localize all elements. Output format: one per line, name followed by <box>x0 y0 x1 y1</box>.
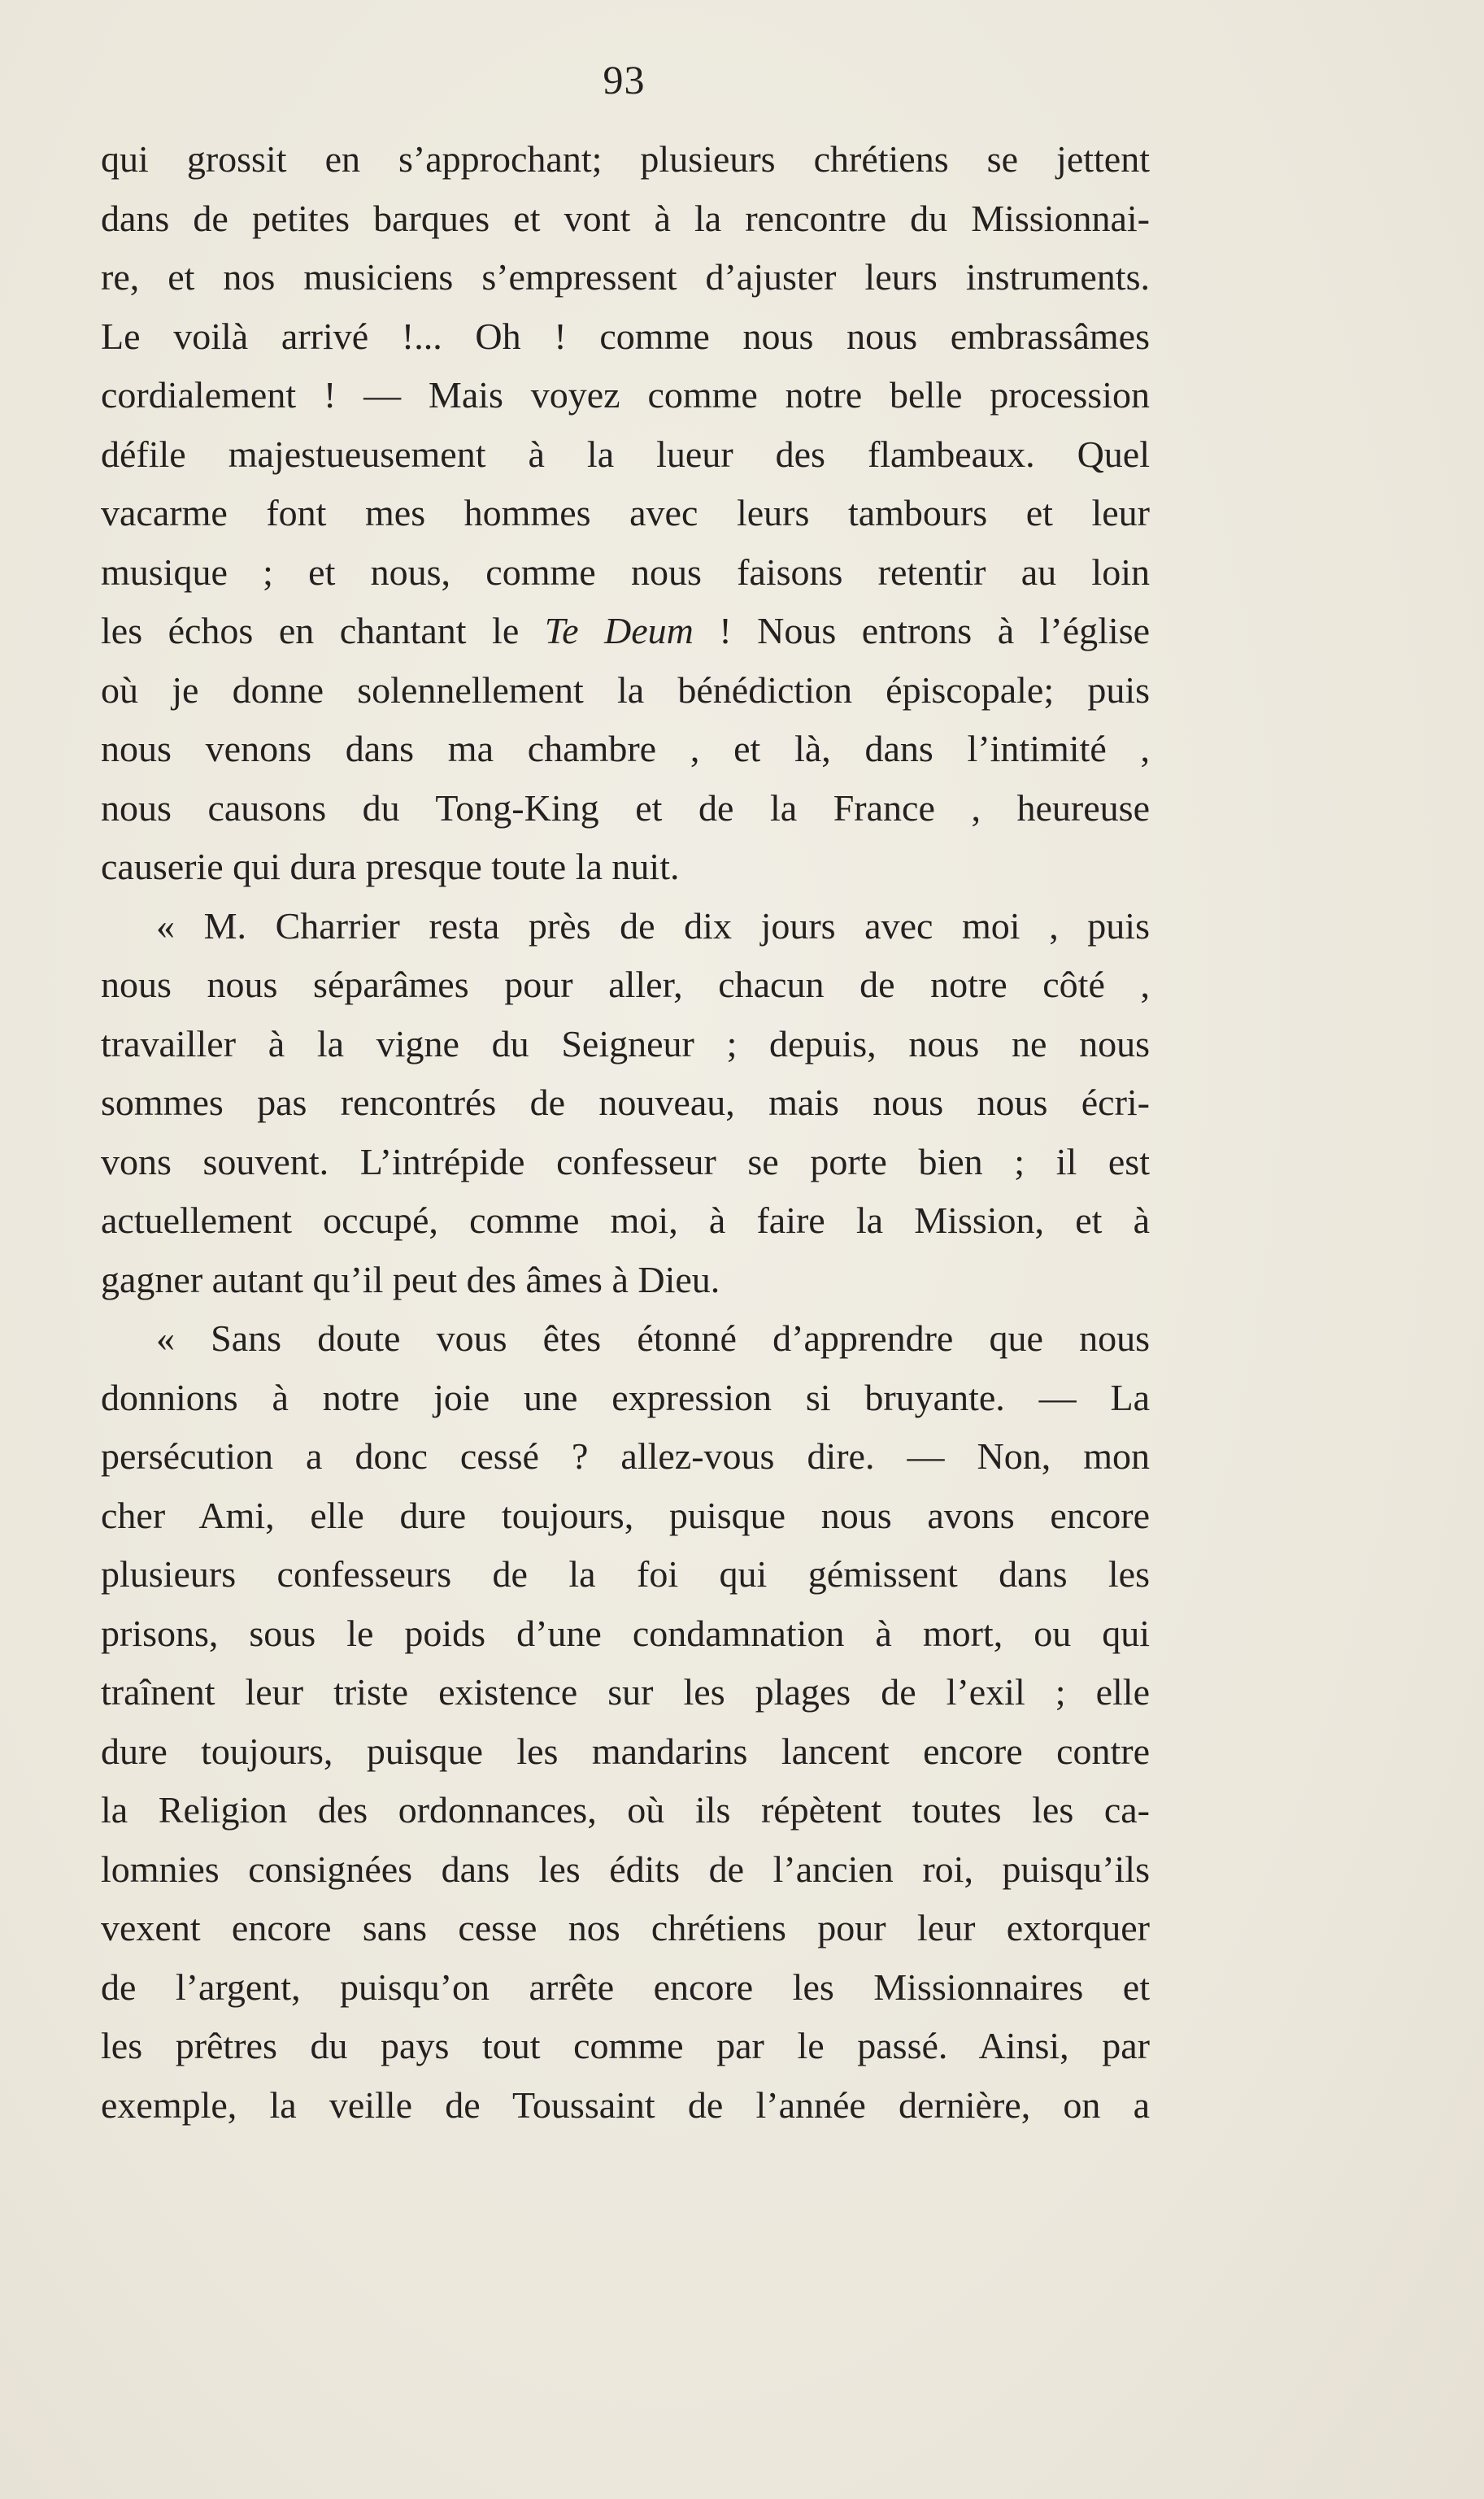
text-line: vons souvent. L’intrépide confesseur se porte bien ; il est <box>101 1140 1150 1182</box>
text-line: dans de petites barques et vont à la rencontre du Missionnai- <box>101 197 1150 239</box>
text-line: qui grossit en s’approchant; plusieurs chrétiens se jettent <box>101 138 1150 180</box>
text-line: re, et nos musiciens s’empressent d’ajuster leurs instruments. <box>101 256 1150 298</box>
text-line: vacarme font mes hommes avec leurs tambours et leur <box>101 492 1150 533</box>
text-line-with-italic <box>101 602 1150 661</box>
text-line: sommes pas rencontrés de nouveau, mais nous nous écri- <box>101 1082 1150 1123</box>
text-line: vexent encore sans cesse nos chrétiens pour leur extorquer <box>101 1907 1150 1948</box>
text-line: de l’argent, puisqu’on arrête encore les Missionnaires et <box>101 1966 1150 2008</box>
text-line: dure toujours, puisque les mandarins lancent encore contre <box>101 1730 1150 1772</box>
text-line: prisons, sous le poids d’une condamnation à mort, ou qui <box>101 1612 1150 1654</box>
text-line: exemple, la veille de Toussaint de l’année dernière, on a <box>101 2083 1150 2126</box>
italic-te-deum: Te Deum <box>544 610 694 651</box>
text-line: nous venons dans ma chambre , et là, dans l’intimité , <box>101 728 1150 769</box>
text-line: actuellement occupé, comme moi, à faire la Mission, et à <box>101 1199 1150 1241</box>
paragraph-end-line: causerie qui dura presque toute la nuit. <box>101 846 680 887</box>
text-line: musique ; et nous, comme nous faisons retentir au loin <box>101 551 1150 593</box>
text-line: cher Ami, elle dure toujours, puisque nous avons encore <box>101 1494 1150 1536</box>
paragraph-start-line: « Sans doute vous êtes étonné d’apprendre que nous <box>156 1317 1150 1359</box>
page-number: 93 <box>603 57 646 102</box>
text-line: persécution a donc cessé ? allez-vous dire. — Non, mon <box>101 1435 1150 1477</box>
text-line: les prêtres du pays tout comme par le passé. Ainsi, par <box>101 2025 1150 2066</box>
text-line: Le voilà arrivé !... Oh ! comme nous nous embrassâmes <box>101 315 1150 357</box>
text-line: donnions à notre joie une expression si bruyante. — La <box>101 1376 1150 1418</box>
line-text-before: les échos en chantant le <box>101 610 545 651</box>
text-line: défile majestueusement à la lueur des flambeaux. Quel <box>101 433 1150 475</box>
text-line: cordialement ! — Mais voyez comme notre belle procession <box>101 374 1150 416</box>
text-line: nous causons du Tong-King et de la France , heureuse <box>101 786 1150 829</box>
text-line: traînent leur triste existence sur les plages de l’exil ; elle <box>101 1671 1150 1713</box>
paragraph-end-line: gagner autant qu’il peut des âmes à Dieu. <box>101 1258 720 1300</box>
text-line: la Religion des ordonnances, où ils répètent toutes les ca- <box>101 1789 1150 1831</box>
paragraph-start-line: « M. Charrier resta près de dix jours avec moi , puis <box>156 904 1150 947</box>
line-text-after: ! Nous entrons à l’église <box>693 610 1150 651</box>
text-line: plusieurs confesseurs de la foi qui gémissent dans les <box>101 1553 1150 1595</box>
text-line: où je donne solennellement la bénédiction épiscopale; puis <box>101 668 1150 711</box>
body-text <box>101 130 1150 2135</box>
text-line: travailler à la vigne du Seigneur ; depuis, nous ne nous <box>101 1022 1150 1064</box>
text-line: lomnies consignées dans les édits de l’ancien roi, puisqu’ils <box>101 1848 1150 1890</box>
text-line: nous nous séparâmes pour aller, chacun de notre côté , <box>101 964 1150 1005</box>
